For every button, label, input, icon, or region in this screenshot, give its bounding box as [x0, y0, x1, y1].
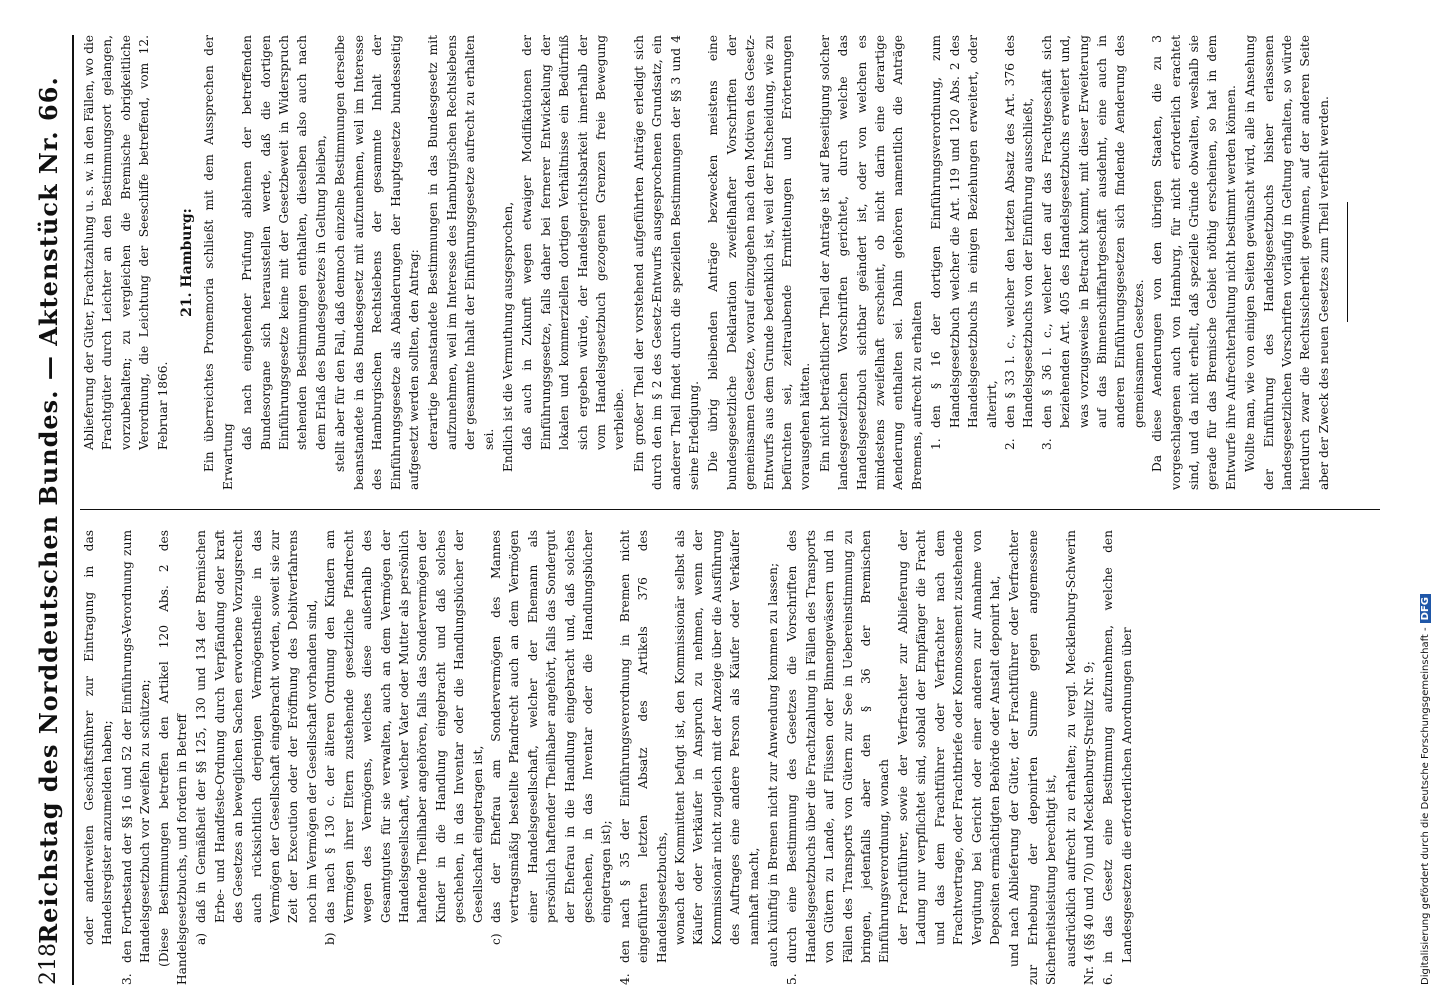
left-text-column: [80, 530, 1390, 985]
paragraph: daß nach eingehender Prüfung ablehnen der betreffenden Bundesorgane sich herausstellen werde, daß die dortigen Einführungsgesetze keine mit der Gesetzbeweit in Widerspruch stehenden Bestimmungen enthalten, dieselben also auch nach dem Erlaß des Bundesgesetzes in Geltung bleiben,: [240, 35, 328, 450]
digitization-credit: [1420, 25, 1431, 985]
credit-text: Digitalisierung gefördert durch die Deutsche Forschungsgemeinschaft -: [1420, 627, 1431, 985]
paragraph: Ein überreichtes Promemoria schließt mit dem Aussprechen der Erwartung: [202, 35, 235, 490]
paragraph: Die übrig bleibenden Anträge bezwecken meistens eine bundesgesetzliche Deklaration zweifelhafter Vorschriften der gemeinsamen Gesetze, worauf einzugehen nach den Motiven des Gesetz-Entwurfs aus dem Grunde bedenklich ist, weil der Entscheidung, wie zu befürchten sei, zeitraubende Ermittelungen und Erörterungen vorausgehen hätten.: [706, 35, 813, 490]
list-item: [927, 35, 1001, 450]
list-item: [118, 530, 155, 985]
page-header: [30, 35, 70, 985]
dfg-logo: DFG: [1420, 594, 1431, 623]
right-text-column: [80, 35, 1390, 490]
item-number: 3.: [1039, 438, 1054, 450]
item-text: den Fortbestand der §§ 16 und 52 der Einführungs-Verordnung zum Handelsgesetzbuch vor Zweifeln zu schützen;: [119, 530, 153, 963]
list-item: [1001, 35, 1038, 450]
item-text: in das Gesetz eine Bestimmung aufzunehmen, welche den Landesgesetzen die erforderlichen Anordnungen über: [1101, 530, 1134, 963]
paragraph: daß auch in Zukunft wegen etwaiger Modifikationen der Einführungsgesetze, falls daher bei fernerer Entwickelung der lokalen und kommerziellen dortigen Verhältnisse ein Bedürfniß sich ergeben würde, der Handelsgerichtsbarkeit innerhalb der vom Handelsgesetzbuch gezogenen Grenzen freie Bewegung verbleibe.: [520, 35, 627, 450]
paragraph: ausdrücklich aufrecht zu erhalten; zu vergl. Mecklenburg-Schwerin Nr. 4 (§§ 40 und 70) und Mecklenburg-Strelitz Nr. 9;: [1063, 530, 1096, 985]
paragraph: stellt aber für den Fall, daß dennoch einzelne Bestimmungen derselbe beanstandete in das Bundesgesetz mit aufzunehmen, weil im Interesse des Hamburgischen Rechtslebens der gesammte Inhalt der Einführungsgesetze als Abänderungen der Hauptgesetze bundesseitig aufgesetzt werden sollten, den Antrag:: [333, 35, 421, 490]
list-item: [1038, 35, 1148, 450]
running-title: Reichstag des Norddeutschen Bundes. — Aktenstück Nr. 66.: [34, 76, 63, 944]
item-number: 6.: [1101, 973, 1116, 985]
item-text: den § 33 l. c., welcher den letzten Absatz des Art. 376 des Handelsgesetzbuchs von der Einführung ausschließt,: [1002, 35, 1036, 428]
section-separator: [1347, 203, 1348, 323]
item-text: durch eine Bestimmung des Gesetzes die Vorschriften des Handelsgesetzbuchs über die Frachtzahlung in Fällen des Transports von Gütern zu Lande, auf Flüssen oder Binnengewässern und in Fällen des Transports von Gütern zur See in Uebereinstimmung zu bringen, jedenfalls aber den § 36 der Bremischen Einführungsverordnung, wonach: [785, 530, 892, 963]
sub-item-text: das nach § 130 c. der älteren Ordnung den Kindern am Vermögen ihrer Eltern zustehende gesetzliche Pfandrecht wegen des Vermögens, welches diese außerhalb des Gesamtgutes für sie verwalten, auch an dem Vermögen der Handelsgesellschaft, welcher Vater oder Mutter als persönlich haftende Theilhaber angehören, falls das Sondervermögen der Kinder in die Handlung eingebracht und daß solches geschehen, in das Inventar oder die Handlungsbücher der Gesellschaft eingetragen ist,: [323, 530, 485, 923]
column-divider: [80, 509, 1380, 510]
rotated-page-content: [30, 35, 1400, 985]
sub-item-letter: a): [194, 932, 209, 945]
paragraph: Endlich ist die Vermuthung ausgesprochen,: [500, 201, 515, 472]
paragraph: wonach der Kommittent befugt ist, den Kommissionär selbst als Käufer oder Verkäufer in Anspruch zu nehmen, wenn der Kommissionär nicht zugleich mit der Anzeige über die Ausführung des Auftrages eine andere Person als Käufer oder Verkäufer namhaft macht,: [673, 530, 761, 945]
item-number: 5.: [785, 973, 800, 985]
paragraph: Ablieferung der Güter, Frachtzahlung u. s. w. in den Fällen, wo die Frachtgüter durch Leichter an den Bestimmungsort gelangen, vorzubehalten; zu vergleichen die Bremische obrigkeitliche Verordnung, die Leichtung der Seeschiffe betreffend, vom 12. Februar 1866.: [82, 35, 170, 450]
sub-item-letter: c): [488, 933, 503, 945]
sub-item-text: das der Ehefrau am Sondervermögen des Mannes vertragsmäßig bestellte Pfandrecht auch an dem Vermögen einer Handelsgesellschaft, welcher der Ehemann als persönlich haftender Theilhaber angehört, falls das Sondergut der Ehefrau in die Handlung eingebracht und, daß solches geschehen, in das Inventar oder die Handlungsbücher eingetragen ist);: [488, 530, 614, 923]
item-text: den § 16 der dortigen Einführungsverordnung, zum Handelsgesetzbuch welcher die Art. 119 und 120 Abs. 2 des Handelsgesetzbuchs in einigen Beziehungen erweitert, oder alterirt,: [929, 35, 999, 428]
paragraph: und nach Ablieferung der Güter, der Frachtführer oder Verfrachter zur Erhebung der deponirten Summe gegen angemessene Sicherheitsleistung berechtigt ist,: [1007, 530, 1059, 985]
paragraph: Da diese Aenderungen von den übrigen Staaten, die zu 3 vorgeschlagenen auch von Hamburg, für nicht erforderlich erachtet sind, und da nicht erhellt, daß spezielle Gründe obwalten, weshalb sie gerade für das Bremische Gebiet nöthig erscheinen, so hat in dem Entwurfe ihre Aufrechterhaltung nicht bestimmt werden können.: [1150, 35, 1238, 490]
item-number: 2.: [1002, 438, 1017, 450]
sub-item: [192, 530, 321, 945]
item-number: 1.: [929, 438, 944, 450]
paragraph: der Frachtführer, sowie der Verfrachter zur Ablieferung der Ladung nur verpflichtet sind, sobald der Empfänger die Fracht und das dem Frachtführer oder Verfrachter nach dem Frachtvertrage, oder Frachtbriefe oder Konnossement zustehende Vergütung bei Gericht oder einer anderen zur Annahme von Depositen ermächtigten Behörde oder Anstalt deponirt hat,: [895, 530, 1002, 945]
item-text: den § 36 l. c., welcher den auf das Frachtgeschäft sich beziehenden Art. 405 des Handelsgesetzbuchs erweitert und, was vorzugsweise in Betracht kommt, mit dieser Erweiterung auf das Binnenschiffahrtgeschäft ausdehnt, eine auch in anderen Einführungsgesetzen sich findende Aenderung des gemeinsamen Gesetzes.: [1039, 35, 1146, 428]
sub-item-letter: b): [323, 932, 338, 945]
sub-item: [487, 530, 616, 945]
section-heading: 21. Hamburg:: [179, 208, 196, 317]
item-number: 3.: [119, 973, 134, 985]
paragraph: (Diese Bestimmungen betreffen den Artikel 120 Abs. 2 des Handelsgesetzbuchs, und fordern in Betreff: [156, 530, 190, 985]
paragraph: auch künftig in Bremen nicht zur Anwendung kommen zu lassen;: [766, 562, 781, 967]
list-item: [1099, 530, 1136, 985]
sub-item-text: daß in Gemäßheit der §§ 125, 130 und 134 der Bremischen Erbe- und Handfeste-Ordnung durch Verpfändung oder kraft des Gesetzes an beweglichen Sachen erworbene Vorzugsrecht auch rücksichtlich derjenigen Vermögenstheile in das Vermögen der Gesellschaft eingebracht worden, soweit sie zur Zeit der Execution oder der Eröffnung des Debitverfahrens noch im Vermögen der Gesellschaft vorhanden sind,: [194, 530, 319, 923]
header-rule: [72, 35, 74, 985]
item-text: den nach § 35 der Einführungsverordnung in Bremen nicht eingeführten letzten Absatz des Artikels 376 des Handelsgesetzbuchs,: [617, 530, 669, 963]
page-number: 218: [36, 943, 61, 985]
item-number: 4.: [617, 973, 632, 985]
paragraph: derartige beanstandete Bestimmungen in das Bundesgesetz mit aufzunehmen, weil im Interesse des Hamburgischen Rechtslebens der gesammte Inhalt der Einführungsgesetze aufrecht zu erhalten sei.: [426, 35, 496, 450]
paragraph: Ein nicht beträchtlicher Theil der Anträge ist auf Beseitigung solcher landesgesetzlichen Vorschriften gerichtet, durch welche das Handelsgesetzbuch sichtbar geändert ist, oder von welchen es mindestens zweifelhaft erscheint, ob nicht darin eine derartige Aenderung enthalten sei. Dahin gehören namentlich die Anträge Bremens, aufrecht zu erhalten: [817, 35, 924, 490]
sub-item: [321, 530, 487, 945]
list-item: [783, 530, 893, 985]
paragraph: Ein großer Theil der vorstehend aufgeführten Anträge erledigt sich durch den im § 2 des Gesetz-Entwurfs ausgesprochenen Grundsatz, ein anderer Theil findet durch die speziellen Bestimmungen der §§ 3 und 4 seine Erledigung.: [631, 35, 701, 490]
paragraph: oder anderweiten Geschäftsführer zur Eintragung in das Handelsregister anzumelden haben;: [82, 530, 115, 945]
list-item: [616, 530, 671, 985]
paragraph: Wollte man, wie von einigen Seiten gewünscht wird, alle in Ansehung der Einführung des Handelsgesetzbuchs bisher erlassenen landesgesetzlichen Vorschriften vorläufig in Geltung erhalten, so würde hierdurch zwar die Rechtssicherheit gewinnen, auf der anderen Seite aber der Zweck des neuen Gesetzes zum Theil verfehlt werden.: [1243, 35, 1331, 490]
